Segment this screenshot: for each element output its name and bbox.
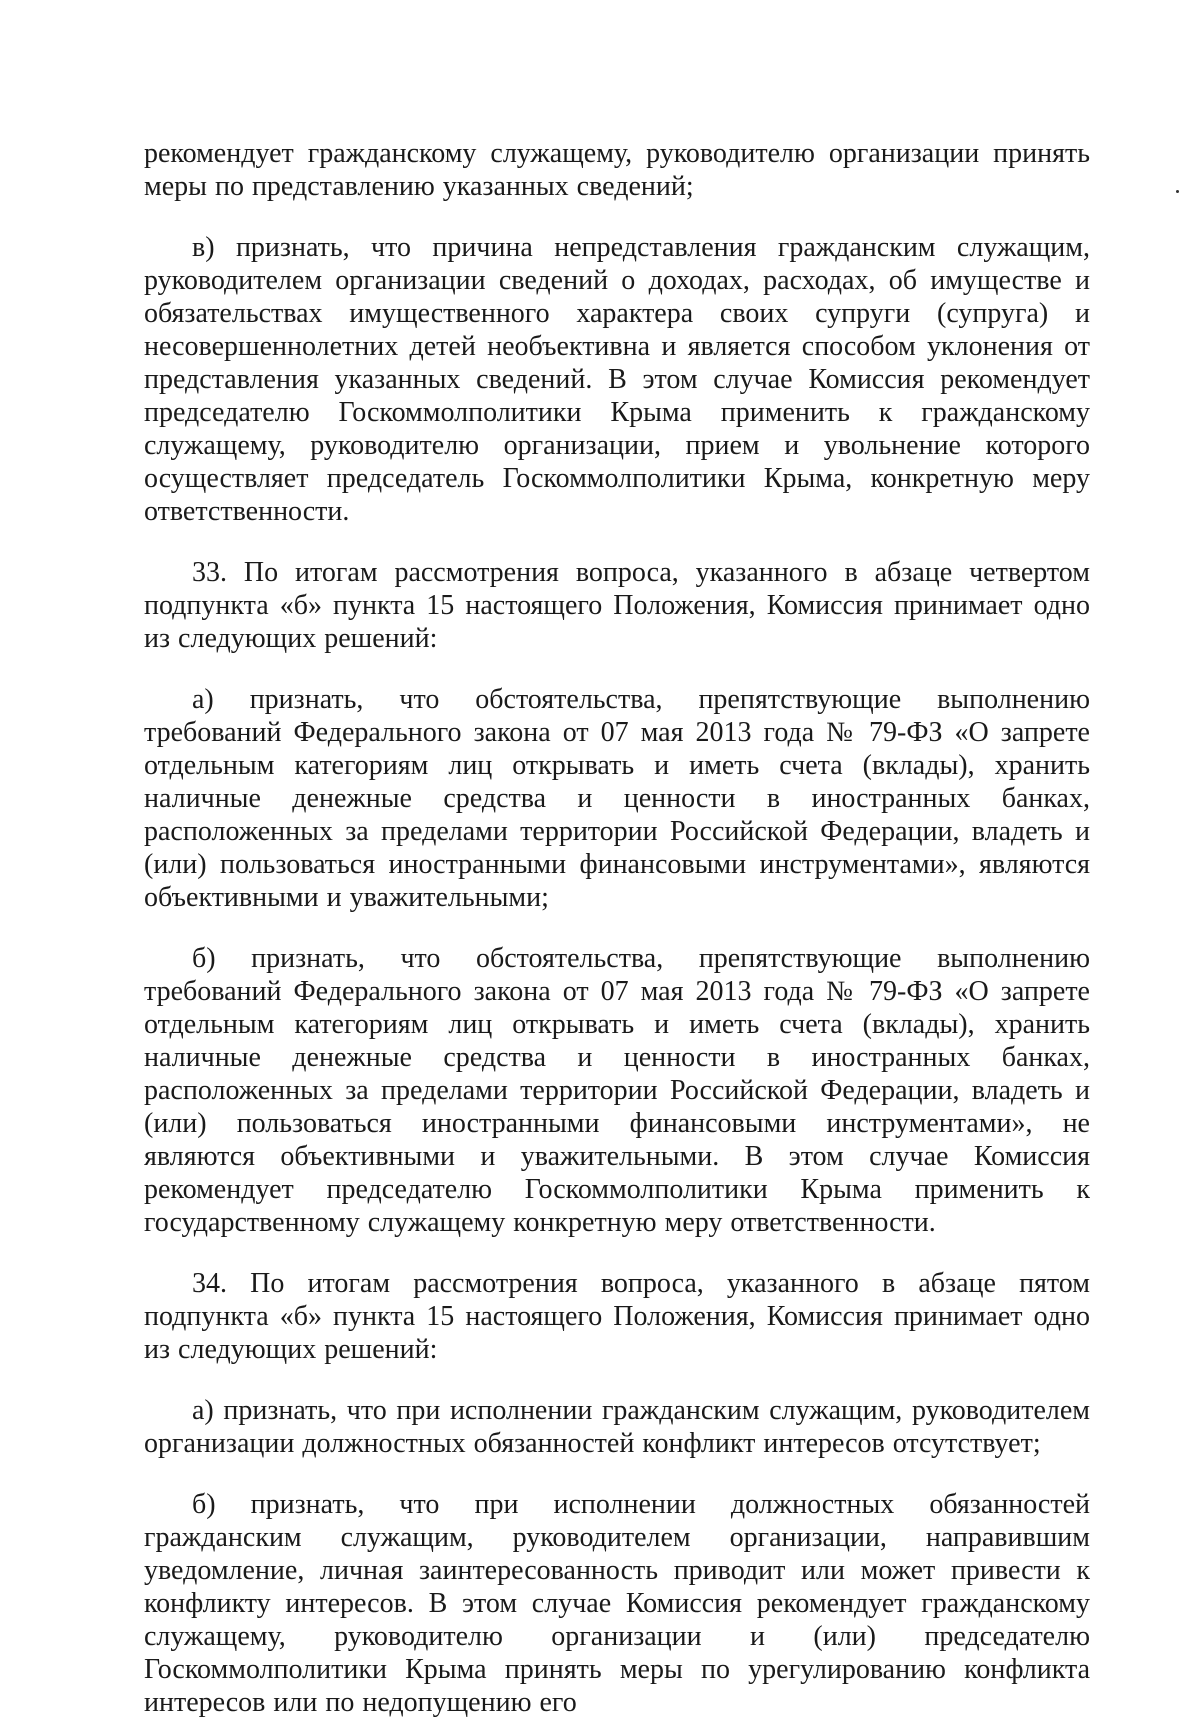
- paragraph-32-v: в) признать, что причина непредставления гражданским служащим, руководителем организации сведений о доходах, расходах, об имуществе и обязательствах имущественного характера своих супруги (супруга) и несовершеннолетних детей необъективна и является способом уклонения от представления указанных сведений. В этом случае Комиссия рекомендует председателю Госкоммолполитики Крыма применить к гражданскому служащему, руководителю организации, прием и увольнение которого осуществляет председатель Госкоммолполитики Крыма, конкретную меру ответственности.: [144, 232, 1090, 527]
- scan-speck: [1176, 190, 1179, 193]
- paragraph-34: 34. По итогам рассмотрения вопроса, указанного в абзаце пятом подпункта «б» пункта 15 настоящего Положения, Комиссия принимает одно из следующих решений:: [144, 1268, 1090, 1365]
- paragraph-34-a: а) признать, что при исполнении гражданским служащим, руководителем организации должностных обязанностей конфликт интересов отсутствует;: [144, 1395, 1090, 1459]
- paragraph-33-a: а) признать, что обстоятельства, препятствующие выполнению требований Федерального закона от 07 мая 2013 года № 79-ФЗ «О запрете отдельным категориям лиц открывать и иметь счета (вклады), хранить наличные денежные средства и ценности в иностранных банках, расположенных за пределами территории Российской Федерации, владеть и (или) пользоваться иностранными финансовыми инструментами», являются объективными и уважительными;: [144, 684, 1090, 913]
- paragraph-34-b: б) признать, что при исполнении должностных обязанностей гражданским служащим, руководителем организации, направившим уведомление, личная заинтересованность приводит или может привести к конфликту интересов. В этом случае Комиссия рекомендует гражданскому служащему, руководителю организации и (или) председателю Госкоммолполитики Крыма принять меры по урегулированию конфликта интересов или по недопущению его: [144, 1489, 1090, 1718]
- paragraph-33: 33. По итогам рассмотрения вопроса, указанного в абзаце четвертом подпункта «б» пункта 15 настоящего Положения, Комиссия принимает одно из следующих решений:: [144, 557, 1090, 654]
- paragraph-33-b: б) признать, что обстоятельства, препятствующие выполнению требований Федерального закона от 07 мая 2013 года № 79-ФЗ «О запрете отдельным категориям лиц открывать и иметь счета (вклады), хранить наличные денежные средства и ценности в иностранных банках, расположенных за пределами территории Российской Федерации, владеть и (или) пользоваться иностранными финансовыми инструментами», не являются объективными и уважительными. В этом случае Комиссия рекомендует председателю Госкоммолполитики Крыма применить к государственному служащему конкретную меру ответственности.: [144, 943, 1090, 1238]
- paragraph-continuation: рекомендует гражданскому служащему, руководителю организации принять меры по представлению указанных сведений;: [144, 138, 1090, 202]
